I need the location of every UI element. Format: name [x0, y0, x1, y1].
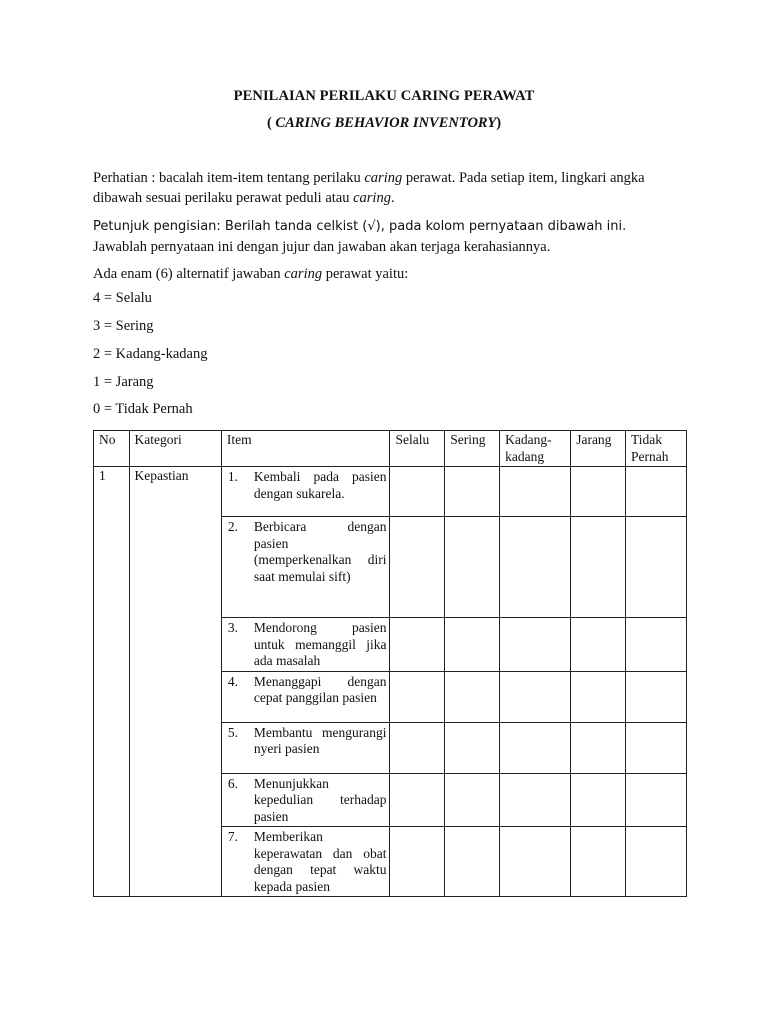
- check-cell-tidak-pernah[interactable]: [626, 517, 687, 618]
- subtitle-close: ): [496, 115, 502, 131]
- check-cell-kadang-kadang[interactable]: [500, 773, 571, 827]
- check-cell-jarang[interactable]: [571, 467, 626, 517]
- check-cell-kadang-kadang[interactable]: [500, 618, 571, 672]
- option-jarang: 1 = Jarang: [93, 374, 154, 390]
- document-title: PENILAIAN PERILAKU CARING PERAWAT: [233, 88, 535, 104]
- item-number: 5.: [227, 724, 239, 740]
- check-cell-sering[interactable]: [445, 773, 500, 827]
- check-cell-kadang-kadang[interactable]: [500, 827, 571, 897]
- header-tidak-pernah: Tidak Pernah: [626, 431, 687, 467]
- item-cell: [221, 517, 390, 618]
- option-sering: 3 = Sering: [93, 318, 154, 334]
- check-cell-selalu[interactable]: [390, 517, 445, 618]
- para1-part-c: .: [390, 190, 395, 206]
- item-number: 6.: [227, 775, 239, 791]
- check-cell-jarang[interactable]: [571, 618, 626, 672]
- caring-inventory-table: [93, 430, 687, 897]
- item-text: Mendorong pasien untuk memanggil jika ada masalah: [253, 620, 387, 668]
- check-cell-selalu[interactable]: [390, 618, 445, 672]
- para2-part-a: Petunjuk pengisian: Berilah tanda celkist (√), pada kolom pernyataan dibawah ini.: [93, 219, 627, 234]
- para3-emphasis: caring: [284, 266, 323, 282]
- check-cell-selalu[interactable]: [390, 722, 445, 773]
- item-text: Memberikan keperawatan dan obat dengan tepat waktu kepada pasien: [253, 829, 387, 894]
- option-tidak-pernah: 0 = Tidak Pernah: [93, 401, 193, 417]
- check-cell-selalu[interactable]: [390, 467, 445, 517]
- check-cell-tidak-pernah[interactable]: [626, 722, 687, 773]
- para3-part-a: Ada enam (6) alternatif jawaban: [93, 266, 285, 282]
- check-cell-sering[interactable]: [445, 722, 500, 773]
- item-number: 7.: [227, 829, 239, 844]
- check-cell-tidak-pernah[interactable]: [626, 827, 687, 897]
- check-cell-jarang[interactable]: [571, 827, 626, 897]
- options-intro: [93, 264, 683, 284]
- header-no: No: [94, 431, 130, 467]
- check-cell-selalu[interactable]: [390, 827, 445, 897]
- item-text: Berbicara dengan pasien (memperkenalkan diri saat memulai sift): [253, 519, 387, 584]
- item-cell: [221, 827, 390, 897]
- check-cell-kadang-kadang[interactable]: [500, 517, 571, 618]
- table-header-row: [94, 431, 687, 467]
- item-number: 1.: [227, 469, 239, 484]
- para1-emphasis-1: caring: [364, 170, 403, 186]
- header-jarang: Jarang: [571, 431, 626, 467]
- subtitle-emphasis: CARING BEHAVIOR INVENTORY: [275, 115, 497, 131]
- item-number: 3.: [227, 620, 239, 635]
- option-kadang-kadang: 2 = Kadang-kadang: [93, 346, 208, 362]
- para3-part-b: perawat yaitu:: [322, 266, 409, 282]
- item-text: Kembali pada pasien dengan sukarela.: [253, 469, 387, 501]
- item-text: Menunjukkan kepedulian terhadap pasien: [253, 775, 387, 824]
- check-cell-jarang[interactable]: [571, 773, 626, 827]
- check-cell-sering[interactable]: [445, 517, 500, 618]
- item-cell: [221, 618, 390, 672]
- check-cell-sering[interactable]: [445, 618, 500, 672]
- filling-guide-paragraph: [93, 216, 683, 257]
- item-cell: [221, 773, 390, 827]
- item-text: Menanggapi dengan cepat panggilan pasien: [253, 673, 387, 705]
- check-cell-jarang[interactable]: [571, 671, 626, 722]
- para1-emphasis-2: caring: [353, 190, 391, 206]
- document-subtitle: [0, 115, 768, 132]
- check-cell-sering[interactable]: [445, 827, 500, 897]
- item-text: Membantu mengurangi nyeri pasien: [253, 724, 387, 756]
- item-cell: [221, 467, 390, 517]
- para1-part-a: Perhatian : bacalah item-item tentang perilaku: [93, 170, 365, 186]
- check-cell-tidak-pernah[interactable]: [626, 671, 687, 722]
- check-cell-sering[interactable]: [445, 467, 500, 517]
- check-cell-selalu[interactable]: [390, 671, 445, 722]
- header-selalu: Selalu: [390, 431, 445, 467]
- check-cell-tidak-pernah[interactable]: [626, 773, 687, 827]
- subtitle-open: (: [266, 115, 276, 131]
- para1-part-b: perawat. Pada setiap item, lingkari angka dibawah sesuai perilaku perawat peduli atau: [93, 170, 645, 206]
- para2-part-b: Jawablah pernyataan ini dengan jujur dan jawaban akan terjaga kerahasiannya.: [93, 239, 551, 255]
- item-cell: [221, 722, 390, 773]
- item-cell: [221, 671, 390, 722]
- check-cell-selalu[interactable]: [390, 773, 445, 827]
- header-kategori: Kategori: [129, 431, 221, 467]
- group-number: 1: [94, 467, 130, 897]
- item-number: 4.: [227, 673, 239, 689]
- table-row: [94, 467, 687, 517]
- check-cell-kadang-kadang[interactable]: [500, 671, 571, 722]
- check-cell-tidak-pernah[interactable]: [626, 467, 687, 517]
- instruction-paragraph: [93, 168, 683, 208]
- check-cell-kadang-kadang[interactable]: [500, 467, 571, 517]
- check-cell-tidak-pernah[interactable]: [626, 618, 687, 672]
- option-selalu: 4 = Selalu: [93, 290, 152, 306]
- header-sering: Sering: [445, 431, 500, 467]
- item-number: 2.: [227, 519, 239, 534]
- header-kadang-kadang: Kadang-kadang: [500, 431, 571, 467]
- check-cell-kadang-kadang[interactable]: [500, 722, 571, 773]
- check-cell-sering[interactable]: [445, 671, 500, 722]
- check-cell-jarang[interactable]: [571, 722, 626, 773]
- header-item: Item: [221, 431, 390, 467]
- check-cell-jarang[interactable]: [571, 517, 626, 618]
- group-category: Kepastian: [129, 467, 221, 897]
